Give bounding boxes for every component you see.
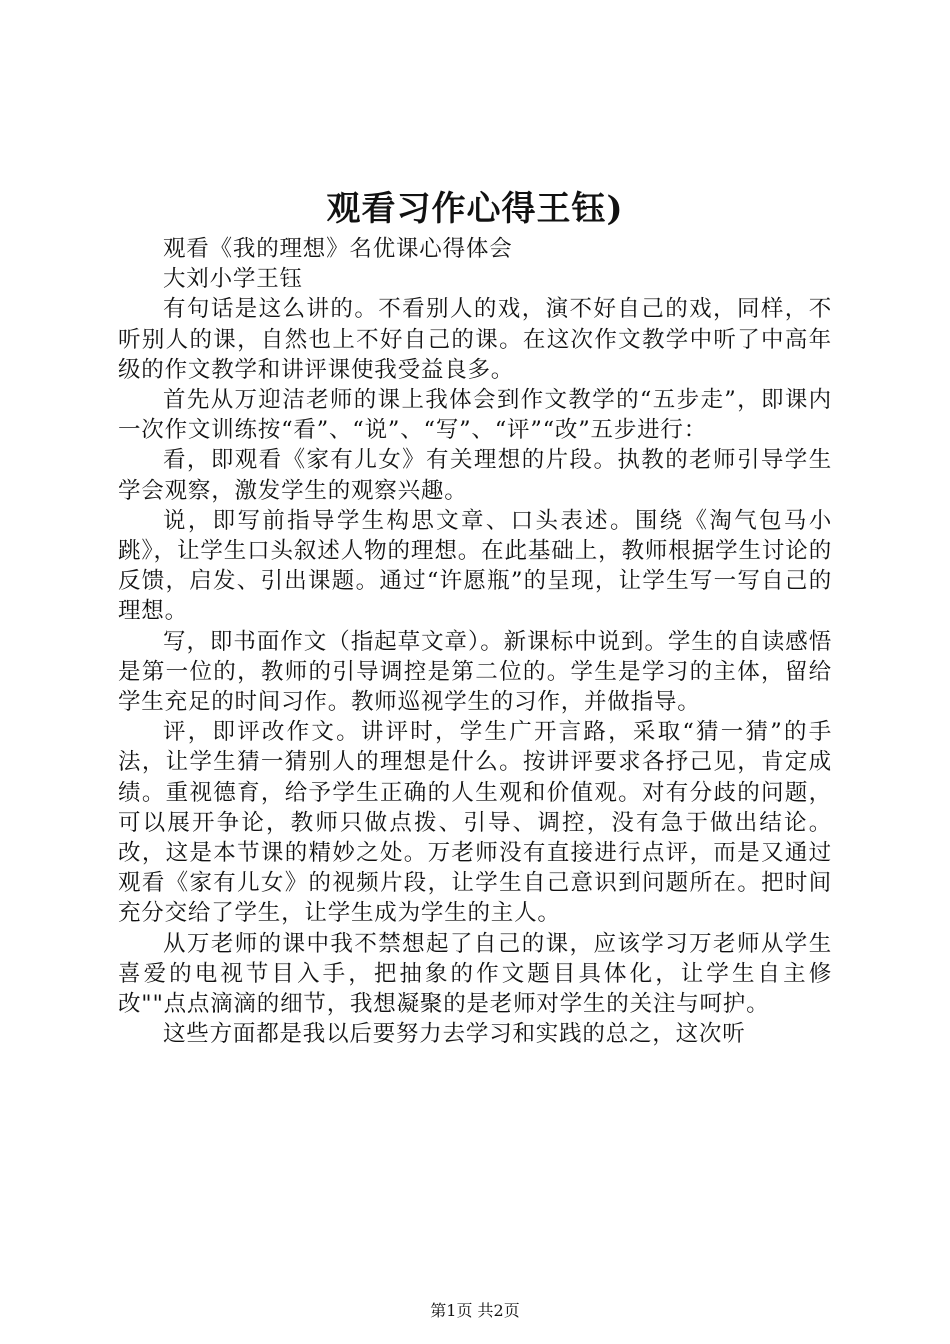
body-paragraph: 这些方面都是我以后要努力去学习和实践的总之，这次听: [163, 1021, 746, 1048]
body-paragraph: 看，即观看《家有儿女》有关理想的片段。执教的老师引导学生学会观察，激发学生的观察兴趣。: [118, 447, 832, 504]
document-title: 观看习作心得王钰): [326, 189, 624, 229]
body-paragraph: 评，即评改作文。讲评时，学生广开言路，采取“猜一猜”的手法，让学生猜一猜别人的理想是什么。按讲评要求各抒己见，肯定成绩。重视德育，给予学生正确的人生观和价值观。对有分歧的问题，可以展开争论，教师只做点拨、引导、调控，没有急于做出结论。改，这是本节课的精妙之处。万老师没有直接进行点评，而是又通过观看《家有儿女》的视频片段，让学生自己意识到问题所在。把时间充分交给了学生，让学生成为学生的主人。: [118, 719, 832, 927]
subtitle-paragraph: 观看《我的理想》名优课心得体会: [163, 236, 513, 262]
page-number-footer: 第1页 共2页: [430, 1301, 520, 1320]
document-body: [118, 234, 832, 1049]
author-paragraph: 大刘小学王钰: [163, 266, 303, 293]
body-paragraph: 说，即写前指导学生构思文章、口头表述。围绕《淘气包马小跳》，让学生口头叙述人物的理想。在此基础上，教师根据学生讨论的反馈，启发、引出课题。通过“许愿瓶”的呈现，让学生写一写自己的理想。: [118, 507, 832, 625]
body-paragraph: 写，即书面作文（指起草文章）。新课标中说到。学生的自读感悟是第一位的，教师的引导调控是第二位的。学生是学习的主体，留给学生充足的时间习作。教师巡视学生的习作，并做指导。: [118, 628, 832, 716]
body-paragraph: 首先从万迎洁老师的课上我体会到作文教学的“五步走”，即课内一次作文训练按“看”、“说”、“写”、“评”“改”五步进行：: [118, 387, 832, 444]
body-paragraph: 从万老师的课中我不禁想起了自己的课，应该学习万老师从学生喜爱的电视节目入手，把抽象的作文题目具体化，让学生自主修改""点点滴滴的细节，我想凝聚的是老师对学生的关注与呵护。: [118, 930, 832, 1018]
body-paragraph: 有句话是这么讲的。不看别人的戏，演不好自己的戏，同样，不听别人的课，自然也上不好自己的课。在这次作文教学中听了中高年级的作文教学和讲评课使我受益良多。: [118, 296, 832, 383]
